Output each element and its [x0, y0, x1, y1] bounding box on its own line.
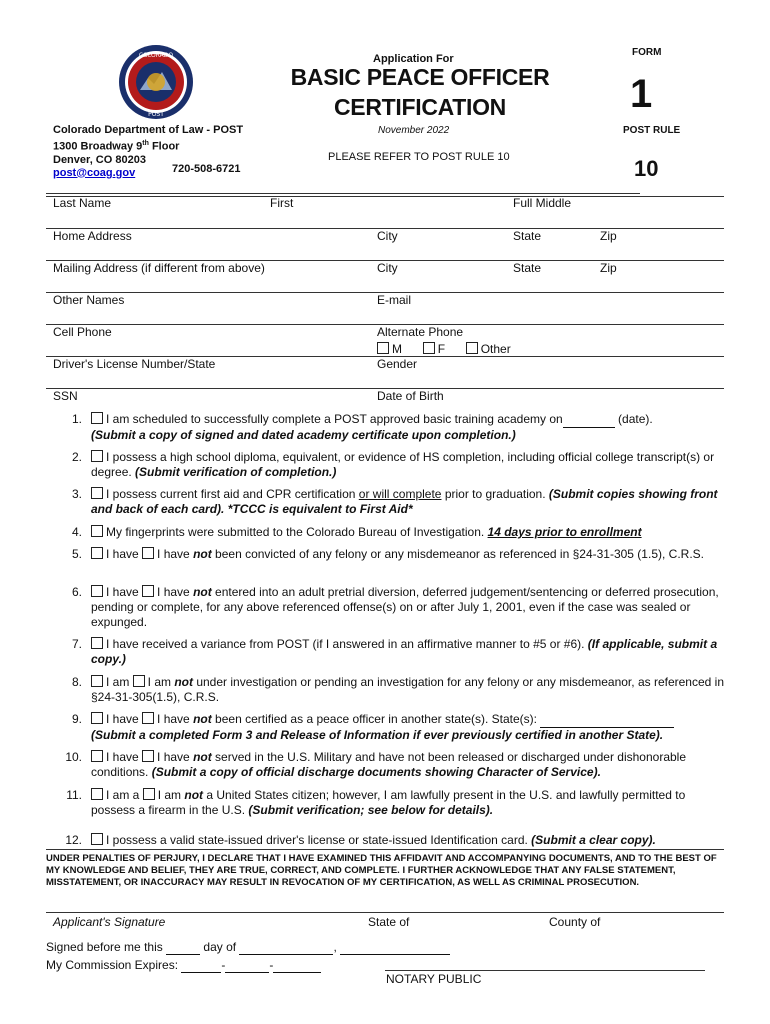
gender-f-checkbox[interactable] — [423, 342, 435, 354]
zip-label: Zip — [600, 229, 617, 243]
item-text: I have — [106, 585, 143, 599]
mailing-zip-label: Zip — [600, 261, 617, 275]
item-8-am-checkbox[interactable] — [91, 675, 103, 687]
item-instruction: (Submit a completed Form 3 and Release of Information if ever previously certified in another State). — [91, 728, 664, 742]
notary-public-label: NOTARY PUBLIC — [386, 972, 482, 986]
item-5-have-checkbox[interactable] — [91, 547, 103, 559]
commission-day-blank[interactable] — [225, 958, 269, 973]
mailing-address-label: Mailing Address (if different from above) — [53, 261, 265, 275]
signature-line[interactable] — [46, 912, 724, 913]
item-text: I have — [106, 712, 143, 726]
gender-m-label: M — [392, 342, 402, 356]
gender-other-label: Other — [480, 342, 511, 356]
post-rule-number: 10 — [634, 156, 659, 181]
item-text: I am a — [106, 788, 143, 802]
item-10-have-checkbox[interactable] — [91, 750, 103, 762]
item-text: I possess a valid state-issued driver's license or state-issued Identification card. — [106, 833, 532, 847]
item-number: 1. — [71, 412, 82, 426]
item-text: (date). — [614, 412, 653, 426]
signed-before-text: Signed before me this — [46, 940, 167, 954]
perjury-rule — [46, 849, 724, 850]
email-label: E-mail — [377, 293, 412, 307]
colorado-post-seal-logo — [118, 44, 194, 120]
item-6-have-not-checkbox[interactable] — [142, 585, 154, 597]
item-instruction: 14 days prior to enrollment — [487, 525, 642, 539]
item-number: 3. — [71, 487, 82, 501]
item-text: under investigation or pending an investigation for any felony or any misdemeanor, as referenced in §24-31-305(1.5), C.R.S. — [91, 675, 724, 704]
post-rule-label: POST RULE — [623, 125, 681, 136]
item-5-have-not-checkbox[interactable] — [142, 547, 154, 559]
item-text: prior to graduation. — [441, 487, 549, 501]
item-instruction: (Submit a copy of signed and dated academy certificate upon completion.) — [91, 428, 516, 442]
gender-options — [377, 342, 511, 356]
academy-date-blank[interactable] — [563, 412, 615, 428]
commission-month-blank[interactable] — [181, 958, 221, 973]
item-number: 10. — [65, 750, 82, 764]
dash-text: - — [269, 958, 274, 972]
item-number: 6. — [71, 585, 82, 599]
item-1-checkbox[interactable] — [91, 412, 103, 424]
item-text: I possess current first aid and CPR certification — [106, 487, 359, 501]
item-text: a United States citizen; however, I am lawfully present in the U.S. and lawfully permitted to possess a firearm in the U.S. — [91, 788, 686, 817]
applicant-signature-label: Applicant's Signature — [53, 915, 166, 929]
gender-f-label: F — [437, 342, 446, 356]
item-text: been certified as a peace officer in another state(s). State(s): — [211, 712, 541, 726]
commission-expires-line — [46, 958, 321, 973]
agency-email-link[interactable]: post@coag.gov — [53, 166, 136, 179]
item-number: 5. — [71, 547, 82, 561]
last-name-label: Last Name — [53, 196, 112, 210]
gender-other-checkbox[interactable] — [466, 342, 478, 354]
item-text: I have — [106, 750, 143, 764]
agency-phone: 720-508-6721 — [172, 163, 241, 175]
item-text: I have — [157, 585, 194, 599]
seal-top-text: COLORADO — [138, 52, 174, 59]
header-rule — [46, 193, 640, 194]
item-instruction: (Submit a clear copy). — [531, 833, 656, 847]
item-number: 2. — [71, 450, 82, 464]
notary-signature-line[interactable] — [385, 970, 705, 971]
agency-name: Colorado Department of Law - POST — [53, 124, 244, 136]
item-text: I am scheduled to successfully complete a POST approved basic training academy on — [106, 412, 563, 426]
day-blank[interactable] — [166, 940, 200, 955]
comma-text: , — [333, 940, 341, 954]
drivers-license-label: Driver's License Number/State — [53, 357, 216, 371]
home-address-label: Home Address — [53, 229, 132, 243]
item-text: served in the U.S. Military and have not been released or discharged under dishonorable conditions. — [91, 750, 687, 779]
agency-address-line2: Denver, CO 80203 — [53, 153, 146, 166]
month-blank[interactable] — [239, 940, 333, 955]
other-states-blank[interactable] — [540, 712, 674, 728]
item-text: not — [174, 675, 193, 689]
item-number: 11. — [66, 788, 82, 802]
dash-text: - — [221, 958, 226, 972]
state-label: State — [513, 229, 542, 243]
item-11-am-not-checkbox[interactable] — [143, 788, 155, 800]
item-2-checkbox[interactable] — [91, 450, 103, 462]
year-blank[interactable] — [340, 940, 450, 955]
item-4-checkbox[interactable] — [91, 525, 103, 537]
item-9-have-not-checkbox[interactable] — [142, 712, 154, 724]
item-7-checkbox[interactable] — [91, 637, 103, 649]
item-number: 9. — [71, 712, 82, 726]
item-8-am-not-checkbox[interactable] — [133, 675, 145, 687]
revision-date: November 2022 — [378, 125, 450, 136]
item-number: 7. — [71, 637, 82, 651]
item-text: I am — [106, 675, 133, 689]
item-6-have-checkbox[interactable] — [91, 585, 103, 597]
signed-before-line — [46, 940, 450, 955]
item-9-have-checkbox[interactable] — [91, 712, 103, 724]
item-text: I am — [147, 675, 175, 689]
item-text: not — [193, 547, 212, 561]
item-number: 8. — [71, 675, 82, 689]
item-text: been convicted of any felony or any misdemeanor as referenced in §24-31-305 (1.5), C.R.S. — [211, 547, 704, 561]
state-of-label: State of — [368, 915, 410, 929]
full-middle-label: Full Middle — [513, 196, 572, 210]
item-text: My fingerprints were submitted to the Colorado Bureau of Investigation. — [106, 525, 488, 539]
item-text: I have — [157, 750, 194, 764]
seal-bottom-text: POST — [148, 111, 164, 118]
city-label: City — [377, 229, 398, 243]
item-number: 4. — [71, 525, 82, 539]
item-number: 12. — [65, 833, 82, 847]
alternate-phone-label: Alternate Phone — [377, 325, 464, 339]
name-line — [46, 196, 724, 197]
item-12-checkbox[interactable] — [91, 833, 103, 845]
date-of-birth-label: Date of Birth — [377, 389, 444, 403]
item-text: or will complete — [358, 487, 442, 501]
application-for-label: Application For — [373, 53, 454, 65]
form-label: FORM — [632, 47, 662, 58]
form-number: 1 — [630, 72, 653, 116]
item-text: I am — [157, 788, 185, 802]
item-text: I have — [157, 712, 194, 726]
day-of-text: day of — [200, 940, 240, 954]
item-text: I have — [106, 547, 143, 561]
item-text: not — [193, 750, 212, 764]
gender-label: Gender — [377, 357, 418, 371]
item-11-am-checkbox[interactable] — [91, 788, 103, 800]
item-instruction: (Submit verification; see below for details). — [248, 803, 494, 817]
item-3-checkbox[interactable] — [91, 487, 103, 499]
agency-address-line1: 1300 Broadway 9th Floor — [53, 140, 180, 153]
item-text: entered into an adult pretrial diversion, deferred judgement/sentencing or deferred prosecution, pending or complete, for any above referenced offense(s) on or after July 1, 2001, even if the case was sealed or expunged. — [91, 585, 719, 629]
cell-phone-label: Cell Phone — [53, 325, 112, 339]
gender-m-checkbox[interactable] — [377, 342, 389, 354]
form-title-line1: BASIC PEACE OFFICER — [290, 64, 550, 90]
item-text: not — [193, 585, 212, 599]
ssn-label: SSN — [53, 389, 78, 403]
item-instruction: (Submit copies showing front and back of each card). *TCCC is equivalent to First Aid* — [91, 487, 718, 516]
item-text: not — [184, 788, 204, 802]
item-instruction: (Submit verification of completion.) — [135, 465, 337, 479]
item-instruction: (Submit a copy of official discharge documents showing Character of Service). — [151, 765, 601, 779]
perjury-statement: UNDER PENALTIES OF PERJURY, I DECLARE THAT I HAVE EXAMINED THIS AFFIDAVIT AND ACCOMPANYING DOCUMENTS, AND TO THE BEST OF MY KNOWLEDGE AND BELIEF, THEY ARE TRUE, CORRECT, AND COMPLETE. I FURTHER ACKNOWLEDGE THAT ANY FALSE STATEMENT, MISSTATEMENT, OR INACCURACY MAY RESULT IN REVOCATION OF MY CERTIFICATION, AS WELL AS CRIMINAL PROSECUTION. — [46, 853, 717, 888]
commission-year-blank[interactable] — [273, 958, 321, 973]
refer-note: PLEASE REFER TO POST RULE 10 — [328, 151, 510, 163]
commission-expires-text: My Commission Expires: — [46, 958, 182, 972]
mailing-state-label: State — [513, 261, 542, 275]
item-text: I have — [157, 547, 194, 561]
first-name-label: First — [270, 196, 294, 210]
county-of-label: County of — [549, 915, 601, 929]
item-text: not — [193, 712, 212, 726]
mailing-city-label: City — [377, 261, 398, 275]
other-names-label: Other Names — [53, 293, 125, 307]
item-10-have-not-checkbox[interactable] — [142, 750, 154, 762]
item-text: I possess a high school diploma, equivalent, or evidence of HS completion, including official college transcript(s) or degree. — [91, 450, 715, 479]
item-text: I have received a variance from POST (if I answered in an affirmative manner to #5 or #6). — [106, 637, 588, 651]
item-instruction: (If applicable, submit a copy.) — [91, 637, 718, 666]
form-title-line2: CERTIFICATION — [334, 94, 506, 120]
